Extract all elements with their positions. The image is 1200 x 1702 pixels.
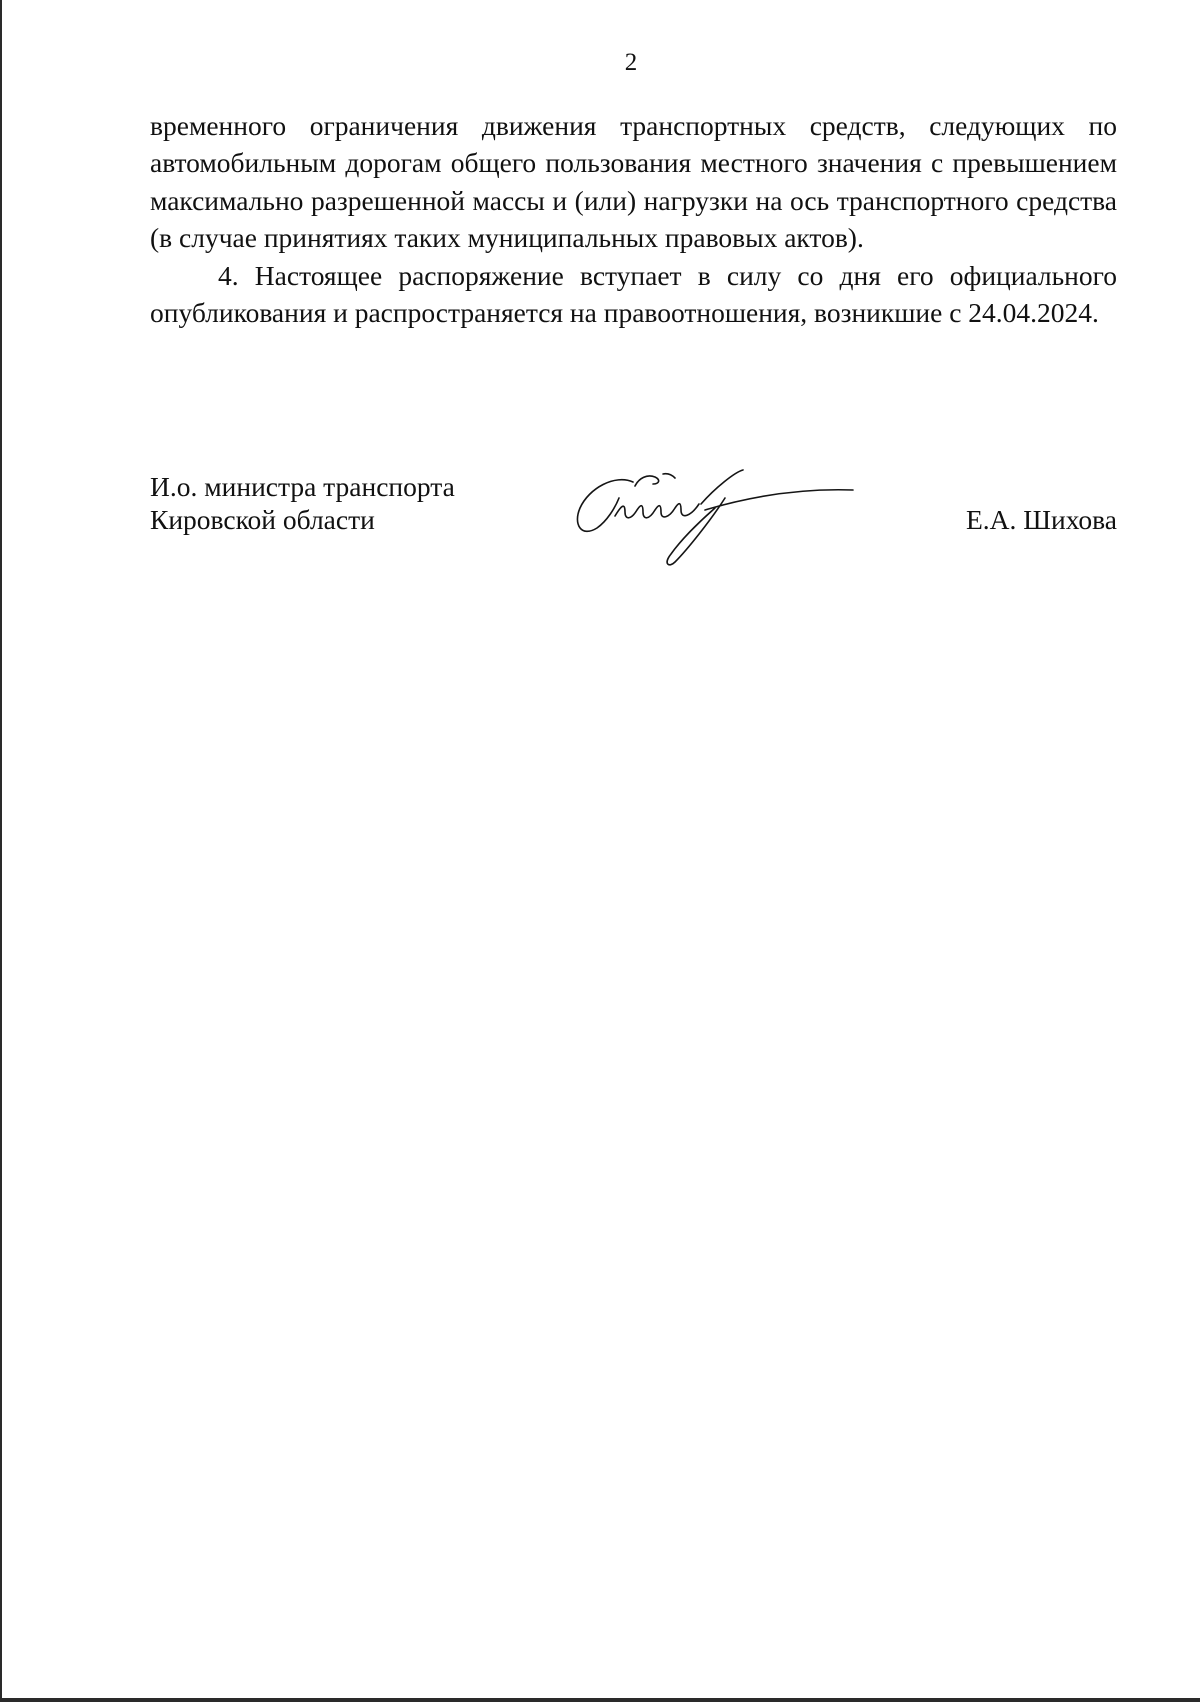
signer-position: [150, 470, 510, 536]
document-body: [150, 107, 1117, 331]
signer-position-line-1: И.о. министра транспорта: [150, 471, 455, 502]
handwritten-signature: [575, 468, 860, 568]
paragraph-item-4: 4. Настоящее распоряжение вступает в силу со дня его официального опубликования и распространяется на правоотношения, возникшие с 24.04.2024.: [150, 259, 1117, 329]
signer-position-line-2: Кировской области: [150, 504, 375, 535]
scan-edge-left: [0, 0, 2, 1702]
paragraph-continuation: временного ограничения движения транспортных средств, следующих по автомобильным дорогам общего пользования местного значения с превышением максимально разрешенной массы и (или) нагрузки на ось транспортного средства (в случае принятиях таких муниципальных правовых актов).: [150, 110, 1117, 254]
signer-name: Е.А. Шихова: [965, 504, 1117, 535]
scan-edge-bottom: [0, 1698, 1200, 1702]
page-number: 2: [624, 49, 638, 76]
